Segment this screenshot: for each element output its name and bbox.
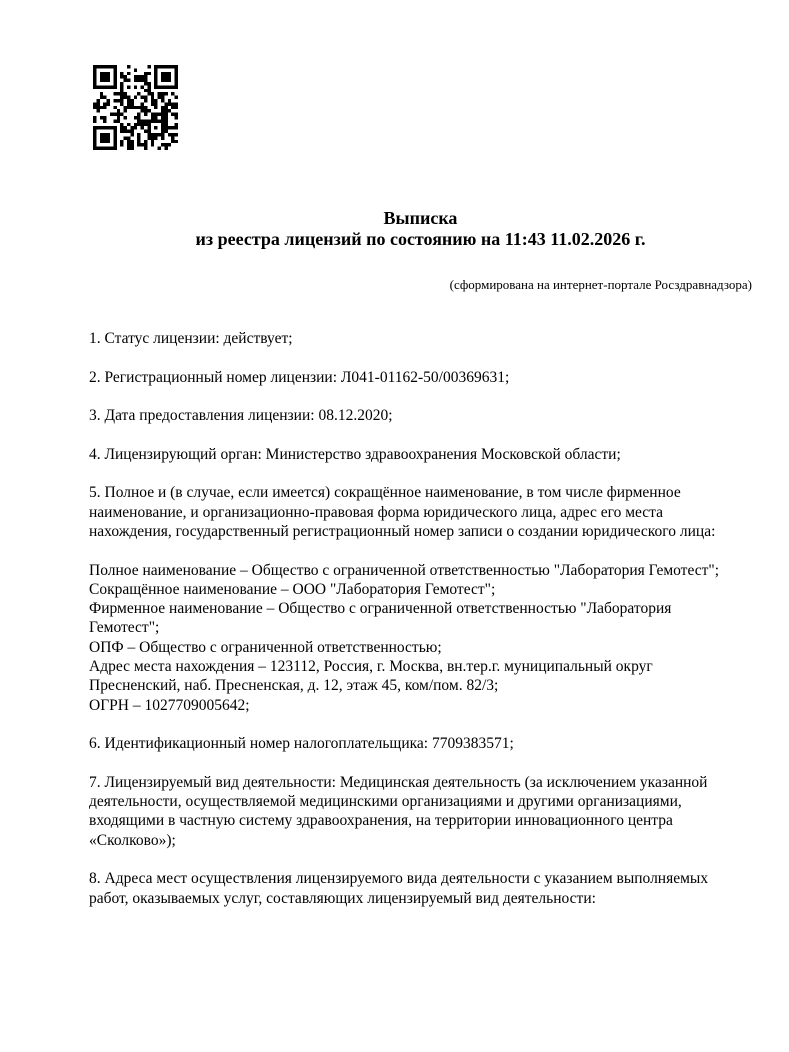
paragraph (89, 773, 752, 850)
paragraph (89, 368, 752, 387)
text-line: ОПФ – Общество с ограниченной ответственностью; (89, 638, 442, 656)
text-line: нахождения, государственный регистрационный номер записи о создании юридического лица: (89, 522, 716, 540)
document-title (89, 208, 752, 250)
text-line: 2. Регистрационный номер лицензии: Л041-01162-50/00369631; (89, 368, 510, 386)
text-line: 7. Лицензируемый вид деятельности: Медицинская деятельность (за исключением указанной (89, 773, 708, 791)
text-line: деятельности, осуществляемой медицинскими организациями и другими организациями, (89, 793, 682, 811)
paragraph (89, 406, 752, 425)
text-line: 1. Статус лицензии: действует; (89, 330, 293, 347)
title-line-2: из реестра лицензий по состоянию на 11:43 11.02.2026 г. (195, 229, 646, 249)
paragraph (89, 869, 752, 908)
text-line: ОГРН – 1027709005642; (89, 696, 250, 714)
text-line: наименование, и организационно-правовая форма юридического лица, адрес его места (89, 503, 664, 521)
text-line: работ, оказываемых услуг, составляющих лицензируемый вид деятельности: (89, 889, 596, 907)
text-line: Пресненский, наб. Пресненская, д. 12, этаж 45, ком/пом. 82/3; (89, 677, 499, 695)
document-subtitle: (сформирована на интернет-портале Росздравнадзора) (449, 277, 752, 292)
qr-code (93, 65, 178, 150)
text-line: Гемотест"; (89, 619, 160, 637)
text-line: 8. Адреса мест осуществления лицензируемого вида деятельности с указанием выполняемых (89, 870, 709, 888)
paragraph (89, 483, 752, 541)
text-line: входящими в частную систему здравоохранения, на территории инновационного центра (89, 812, 673, 830)
paragraph (89, 561, 752, 715)
paragraph (89, 329, 752, 348)
text-line: 6. Идентификационный номер налогоплательщика: 7709383571; (89, 735, 514, 753)
text-line: Адрес места нахождения – 123112, Россия, г. Москва, вн.тер.г. муниципальный округ (89, 658, 653, 676)
text-line: Фирменное наименование – Общество с ограниченной ответственностью "Лаборатория (89, 600, 672, 618)
text-line: 3. Дата предоставления лицензии: 08.12.2020; (89, 407, 393, 425)
title-line-1: Выписка (383, 208, 458, 228)
document-body (89, 329, 752, 927)
paragraph (89, 445, 752, 464)
text-line: 5. Полное и (в случае, если имеется) сокращённое наименование, в том числе фирменное (89, 484, 681, 502)
paragraph (89, 734, 752, 753)
text-line: «Сколково»); (89, 831, 176, 849)
text-line: Полное наименование – Общество с ограниченной ответственностью "Лаборатория Гемотест"; (89, 561, 720, 579)
text-line: 4. Лицензирующий орган: Министерство здравоохранения Московской области; (89, 445, 621, 463)
text-line: Сокращённое наименование – ООО "Лаборатория Гемотест"; (89, 580, 496, 598)
